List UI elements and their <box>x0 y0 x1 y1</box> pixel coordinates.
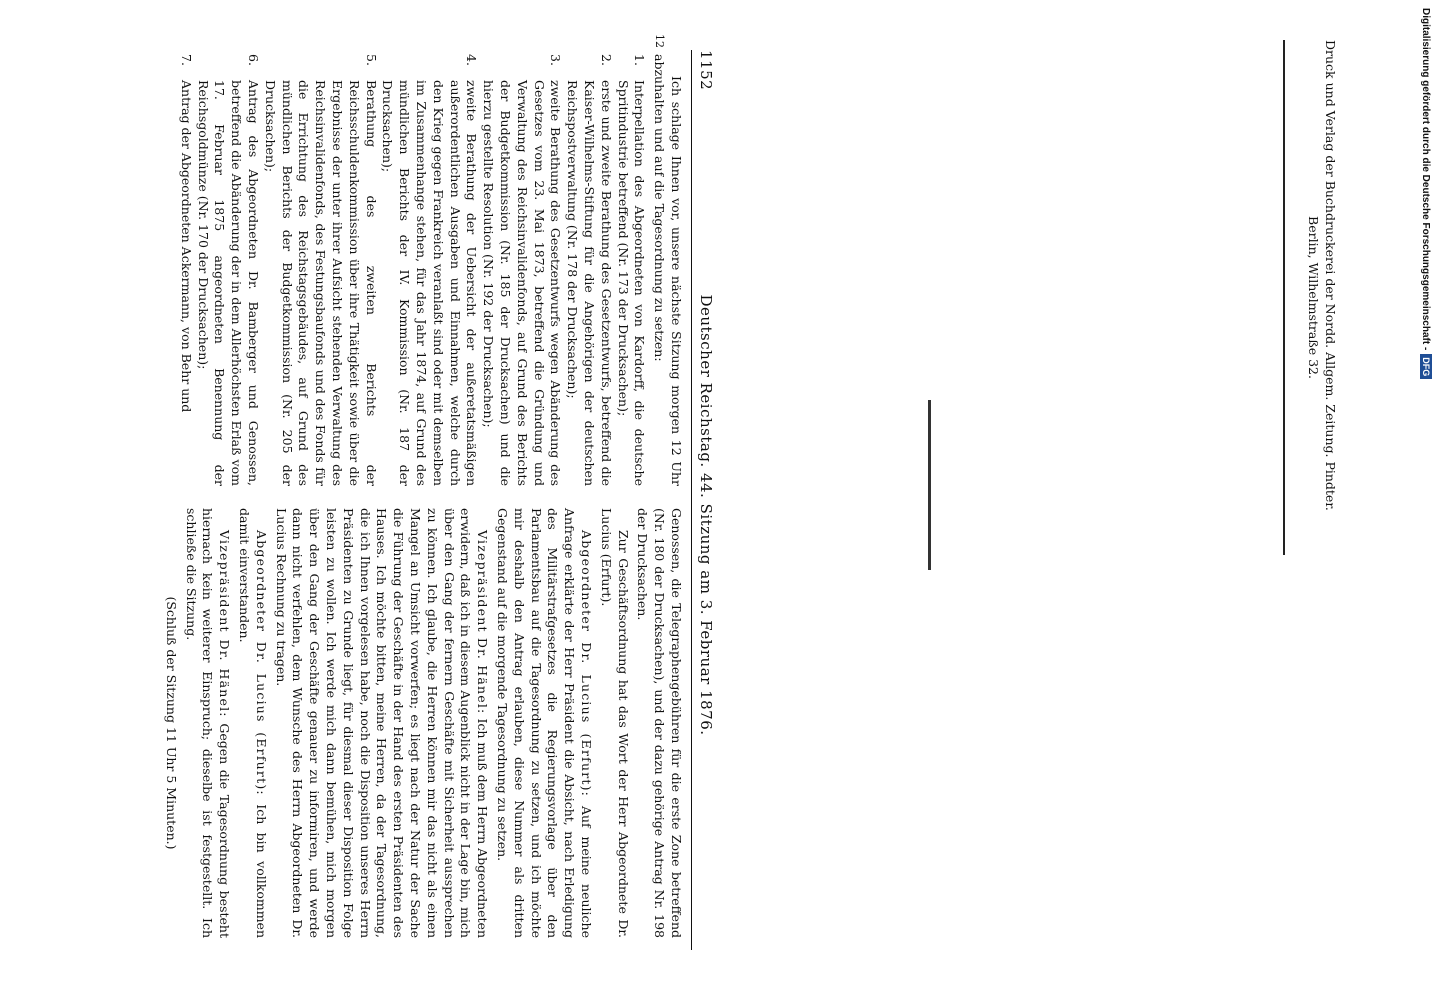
speech-text: Ich bin vollkommen damit einverstanden. <box>237 508 269 939</box>
paragraph-text: Zur Geschäftsordnung hat das Wort der Herr Abgeordnete Dr. Lucius (Erfurt). <box>598 508 631 938</box>
paragraph-text: Genossen, die Telegraphengebühren für die erste Zone betreffend (Nr. 180 der Drucksachen), und der dazu gehörige Antrag Nr. 198 der Drucksachen. <box>635 508 684 938</box>
imprint-line-2: Berlin, Wilhelmstraße 32. <box>1306 216 1321 379</box>
credit-text-wrapper <box>1420 8 1432 778</box>
agenda-item <box>479 54 563 486</box>
digitization-credit <box>1414 8 1432 778</box>
agenda-item-text: zweite Berathung des Gesetzentwurfs wegen Abänderung des Gesetzes vom 23. Mai 1873, betreffend die Gründung und Verwaltung des Reichsinvalidenfonds, auf Grund des Berichts der Budgetkommission (Nr. 185 der Drucksachen) und die hierzu gestellte Resolution (Nr. 192 der Drucksachen); <box>481 80 564 486</box>
continuation-paragraph <box>634 508 684 938</box>
left-column <box>177 34 684 486</box>
agenda-item <box>614 54 648 486</box>
session-closing: (Schluß der Sitzung 11 Uhr 5 Minuten.) <box>163 596 179 850</box>
speech-text: Ich muß dem Herrn Abgeordneten erwidern, daß ich in diesem Augenblick nicht in der Lage bin, mich über den Gang der fernern Geschäfte mit Sicherheit aussprechen zu können. Ich glaube, die Herren können mir das nicht als einen Mangel an Umsicht vorwerfen; es liegt nach der Natur der Sache die Führung der Geschäfte in der Hand des ersten Präsidenten des Hauses. Ich möchte bitten, meine Herren, da der Tagesordnung, die ich Ihnen vorgelesen habe, noch die Disposition unseres Herrn Präsidenten zu Grunde liegt, für diesmal dieser Disposition Folge leisten zu wollen. Ich werde mich dann bemühen, mich morgen über den Gang der Geschäfte genauer zu informiren, und werde dann nicht verfehlen, dem Wunsche des Herrn Abgeordneten Dr. Lucius Rechnung zu tragen. <box>273 508 491 938</box>
agenda-item-number: 7. <box>178 54 194 66</box>
speech <box>235 508 269 938</box>
agenda-item-number: 6. <box>246 54 262 66</box>
right-column <box>159 508 684 938</box>
agenda-list <box>177 54 647 486</box>
speech <box>272 508 490 938</box>
agenda-item <box>177 54 194 486</box>
agenda-item-number: 2. <box>598 54 614 66</box>
scan-artifact-line <box>928 400 931 570</box>
agenda-item-text: erste und zweite Berathung des Gesetzentwurfs, betreffend die Kaiser-Wilhelms-Stiftung für die Angehörigen der deutschen Reichspostverwaltung (Nr. 178 der Drucksachen); <box>565 80 614 486</box>
rotated-page-content <box>0 34 720 960</box>
agenda-item-text: Interpellation des Abgeordneten von Kardorff, die deutsche Spritindustrie betreffend (Nr. 173 der Drucksachen); <box>615 80 648 486</box>
page-header <box>691 50 716 950</box>
running-title: Deutscher Reichstag. 44. Sitzung am 3. Februar 1876. <box>697 294 715 736</box>
imprint-line-1: Druck und Verlag der Buchdruckerei der Nordd. Allgem. Zeitung. Pindter. <box>1323 40 1338 511</box>
agenda-item <box>194 54 261 486</box>
dfg-logo: DFG <box>1420 354 1432 379</box>
agenda-item <box>379 54 480 486</box>
printer-imprint <box>1283 40 1343 560</box>
agenda-item-text: Antrag der Abgeordneten Ackermann, von Behr und <box>178 80 194 413</box>
speech-text: Gegen die Tagesordnung besteht hiernach kein weiterer Einspruch; dieselbe ist festgestellt. Ich schließe die Sitzung. <box>183 508 233 938</box>
agenda-item-number: 3. <box>548 54 564 66</box>
agenda-item-number: 4. <box>464 54 480 66</box>
agenda-item <box>563 54 613 486</box>
agenda-item-text: Antrag des Abgeordneten Dr. Bamberger und Genossen, betreffend die Abänderung der in dem Allerhöchsten Erlaß vom 17. Februar 1875 angeordneten Benennung der Reichsgoldmünze (Nr. 170 der Drucksachen); <box>195 80 262 486</box>
agenda-item <box>261 54 379 486</box>
speaker-name: Abgeordneter Dr. Lucius (Erfurt): <box>253 530 269 796</box>
agenda-item-text: zweite Berathung der Uebersicht der außeretatsmäßigen außerordentlichen Ausgaben und Einnahmen, welche durch den Krieg gegen Frankreich veranlaßt sind oder mit demselben im Zusammenhange stehen, für das Jahr 1874, auf Grund des mündlichen Berichts der IV. Kommission (Nr. 187 der Drucksachen); <box>380 80 480 486</box>
imprint-text <box>1289 40 1339 555</box>
paragraph <box>597 508 631 938</box>
speaker-name: Vizepräsident Dr. Hänel: <box>475 530 491 715</box>
page-number: 1152 <box>697 50 715 91</box>
agenda-item-number: 5. <box>363 54 379 66</box>
agenda-item-number: 1. <box>632 54 648 66</box>
speaker-name: Vizepräsident Dr. Hänel: <box>217 530 233 718</box>
speech-text: Auf meine neuliche Anfrage erklärte der Herr Präsident die Absicht, nach Erledigung des Militärstrafgesetzes die Regierungsvorlage über den Parlamentsbau auf die Tagesordnung zu setzen, und ich möchte mir deshalb den Antrag erlauben, diese Nummer als dritten Gegenstand auf die morgende Tagesordnung zu setzen. <box>495 508 595 938</box>
agenda-item-text: Berathung des zweiten Berichts der Reichsschuldenkommission über ihre Thätigkeit sowie über die Ergebnisse der unter ihrer Aufsicht stehenden Verwaltung des Reichsinvalidenfonds, des Festungsbaufonds und des Fonds für die Errichtung des Reichstagsgebäudes, auf Grund des mündlichen Berichts der Budgetkommission (Nr. 205 der Drucksachen); <box>262 80 379 486</box>
credit-text: Digitalisierung gefördert durch die Deutsche Forschungsgemeinschaft - <box>1420 8 1432 351</box>
margin-note: 12 <box>653 34 666 48</box>
imprint-rule <box>1283 40 1285 555</box>
speaker-name: Abgeordneter Dr. Lucius (Erfurt): <box>579 530 595 798</box>
agenda-intro: Ich schlage Ihnen vor, unsere nächste Sitzung morgen 12 Uhr abzuhalten und auf die Tagesordnung zu setzen: <box>652 54 684 486</box>
speech <box>493 508 594 938</box>
speech <box>182 508 232 938</box>
